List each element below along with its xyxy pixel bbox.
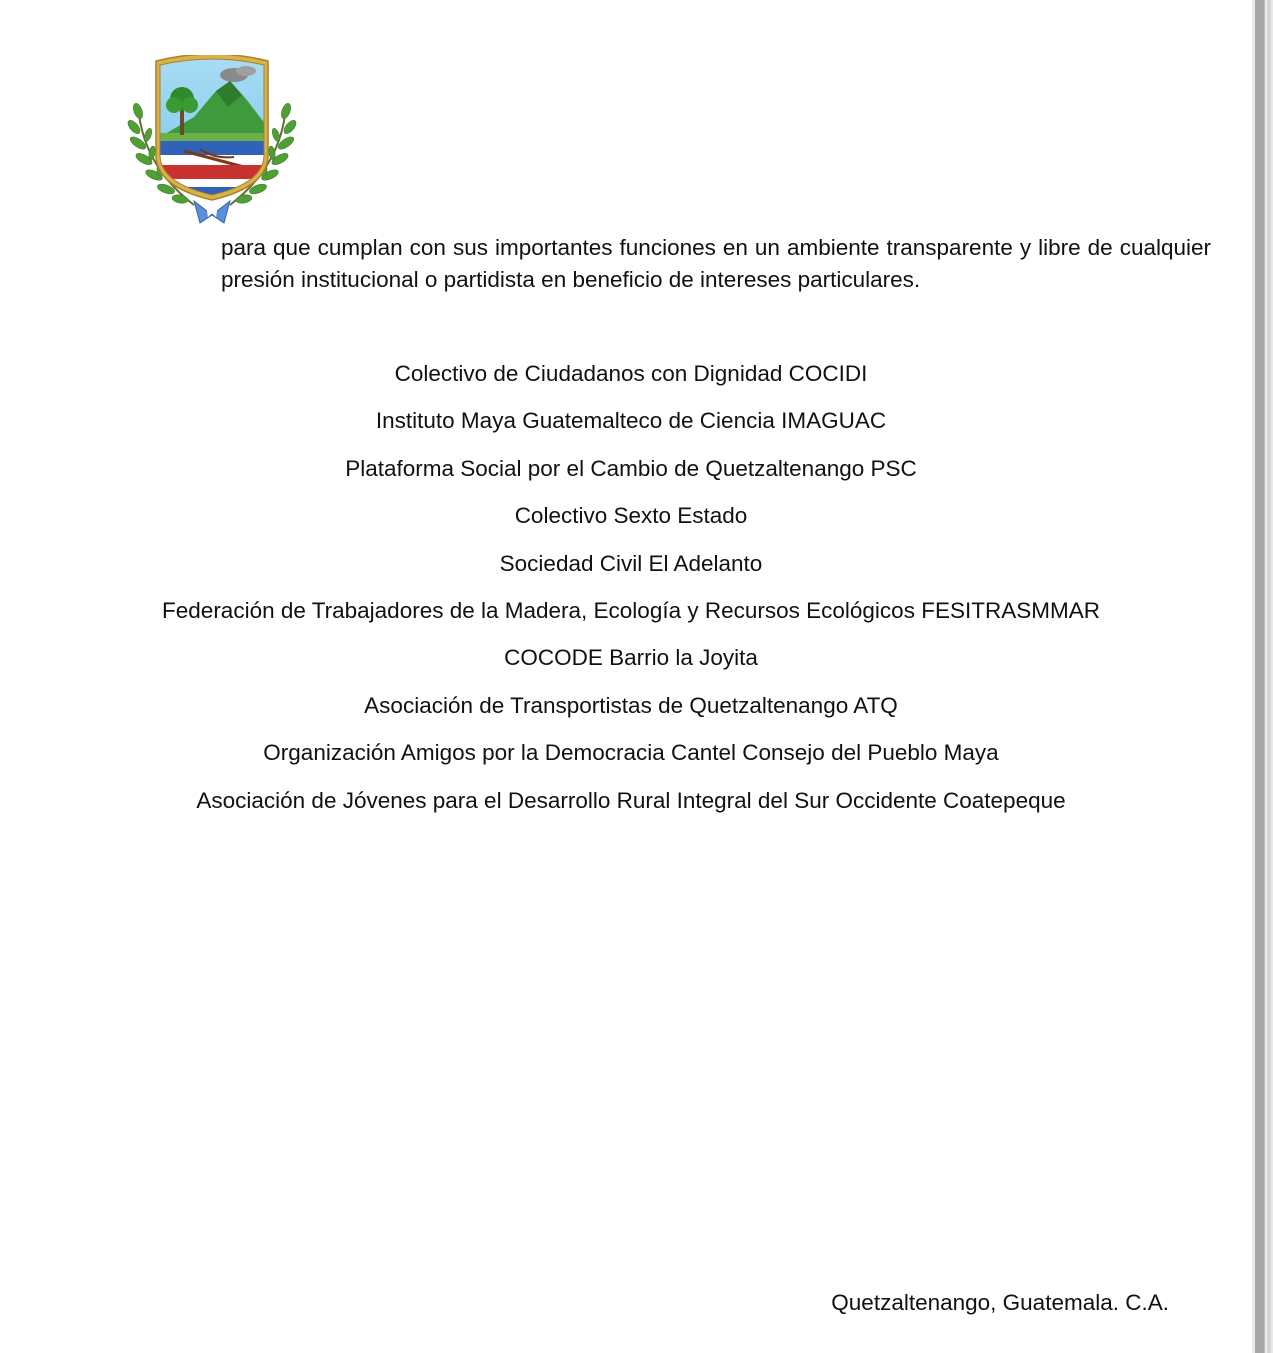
organization-list [0, 356, 1262, 830]
intro-paragraph: para que cumplan con sus importantes funciones en un ambiente transparente y libre de cualquier presión institucional o partidista en beneficio de intereses particulares. [221, 235, 1211, 292]
organization-item: COCODE Barrio la Joyita [504, 645, 758, 671]
coat-of-arms-icon [124, 55, 300, 230]
scrollbar-edge [1267, 0, 1271, 1353]
organization-item: Asociación de Transportistas de Quetzaltenango ATQ [364, 692, 898, 718]
organization-item: Instituto Maya Guatemalteco de Ciencia IMAGUAC [375, 408, 887, 434]
organization-item: Sociedad Civil El Adelanto [499, 550, 763, 576]
scrollbar-thumb[interactable] [1255, 0, 1265, 1353]
organization-item: Federación de Trabajadores de la Madera, Ecología y Recursos Ecológicos FESITRASMMAR [162, 597, 1100, 623]
place-line: Quetzaltenango, Guatemala. C.A. [831, 1290, 1169, 1315]
vertical-scrollbar[interactable] [1252, 0, 1273, 1353]
organization-item: Plataforma Social por el Cambio de Quetzaltenango PSC [345, 455, 917, 481]
organization-item: Colectivo de Ciudadanos con Dignidad COCIDI [394, 361, 868, 386]
organization-item: Colectivo Sexto Estado [514, 503, 748, 529]
organization-item: Organización Amigos por la Democracia Cantel Consejo del Pueblo Maya [263, 740, 999, 766]
organization-item: Asociación de Jóvenes para el Desarrollo Rural Integral del Sur Occidente Coatepeque [196, 787, 1066, 813]
